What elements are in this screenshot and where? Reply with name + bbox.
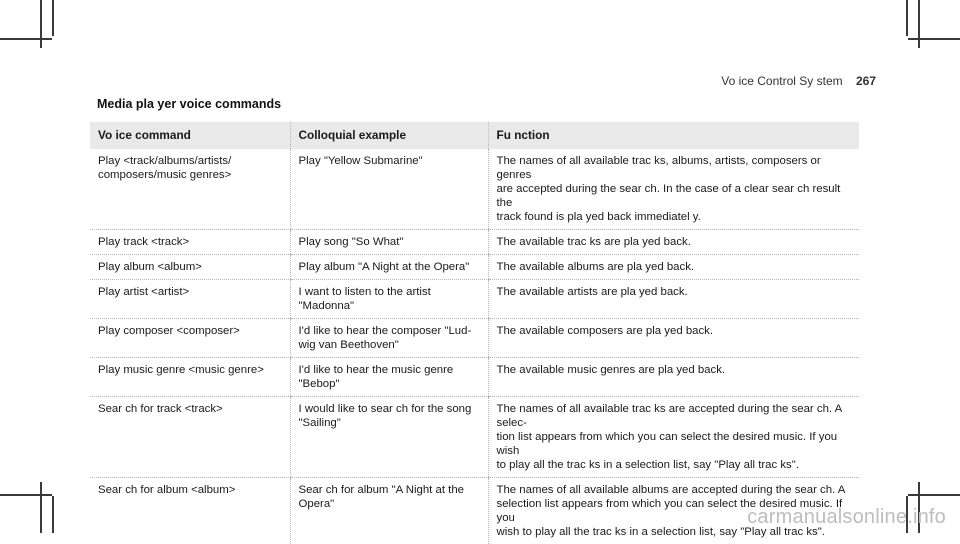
example-cell: I want to listen to the artist "Madonna" [290, 280, 488, 319]
function-cell: The available artists are pla yed back. [488, 280, 859, 319]
column-header: Colloquial example [290, 122, 488, 149]
command-cell: Play album <album> [90, 255, 290, 280]
example-cell: Play "Yellow Submarine" [290, 149, 488, 230]
function-cell: The available trac ks are pla yed back. [488, 230, 859, 255]
table-row [90, 230, 859, 255]
command-cell: Play <track/albums/artists/ composers/music genres> [90, 149, 290, 230]
example-cell: Sear ch for album "A Night at the Opera" [290, 478, 488, 544]
table-row [90, 149, 859, 230]
table-row [90, 280, 859, 319]
command-cell: Play composer <composer> [90, 319, 290, 358]
example-cell: I'd like to hear the composer "Lud‐ wig van Beethoven" [290, 319, 488, 358]
crop-mark [918, 0, 920, 48]
function-cell: The available albums are pla yed back. [488, 255, 859, 280]
example-cell: I would like to sear ch for the song "Sailing" [290, 397, 488, 478]
crop-mark [0, 38, 52, 40]
column-header: Fu nction [488, 122, 859, 149]
crop-mark [40, 482, 42, 533]
table-row [90, 397, 859, 478]
command-cell: Sear ch for track <track> [90, 397, 290, 478]
function-cell: The names of all available albums are accepted during the sear ch. A selection list appears from which you can select the desired music. If you wish to play all the trac ks in a selection list, say "Play all trac ks". [488, 478, 859, 544]
function-cell: The names of all available trac ks, albums, artists, composers or genres are accepted during the sear ch. In the case of a clear sear ch result the track found is pla yed back immediatel y. [488, 149, 859, 230]
page-title: Media pla yer voice commands [97, 97, 281, 111]
crop-mark [908, 38, 960, 40]
function-cell: The available music genres are pla yed back. [488, 358, 859, 397]
crop-mark [908, 494, 960, 496]
table-row [90, 358, 859, 397]
table-row [90, 255, 859, 280]
table-header-row [90, 122, 859, 149]
example-cell: Play album "A Night at the Opera" [290, 255, 488, 280]
crop-mark [40, 0, 42, 48]
running-header [721, 74, 876, 88]
example-cell: Play song "So What" [290, 230, 488, 255]
crop-mark [906, 0, 908, 36]
voice-commands-table [90, 122, 859, 544]
function-cell: The names of all available trac ks are accepted during the sear ch. A selec‐ tion list appears from which you can select the desired music. If you wish to play all the trac ks in a selection list, say "Play all trac ks". [488, 397, 859, 478]
example-cell: I'd like to hear the music genre "Bebop" [290, 358, 488, 397]
command-cell: Play music genre <music genre> [90, 358, 290, 397]
function-cell: The available composers are pla yed back. [488, 319, 859, 358]
watermark: carmanualsonline.info [747, 506, 946, 529]
crop-mark [0, 494, 52, 496]
section-title: Vo ice Control Sy stem [721, 74, 842, 88]
table-row [90, 478, 859, 544]
crop-mark [52, 496, 54, 533]
table-row [90, 319, 859, 358]
column-header: Vo ice command [90, 122, 290, 149]
command-cell: Sear ch for album <album> [90, 478, 290, 544]
command-cell: Play track <track> [90, 230, 290, 255]
page-number: 267 [856, 74, 876, 88]
crop-mark [52, 0, 54, 36]
command-cell: Play artist <artist> [90, 280, 290, 319]
